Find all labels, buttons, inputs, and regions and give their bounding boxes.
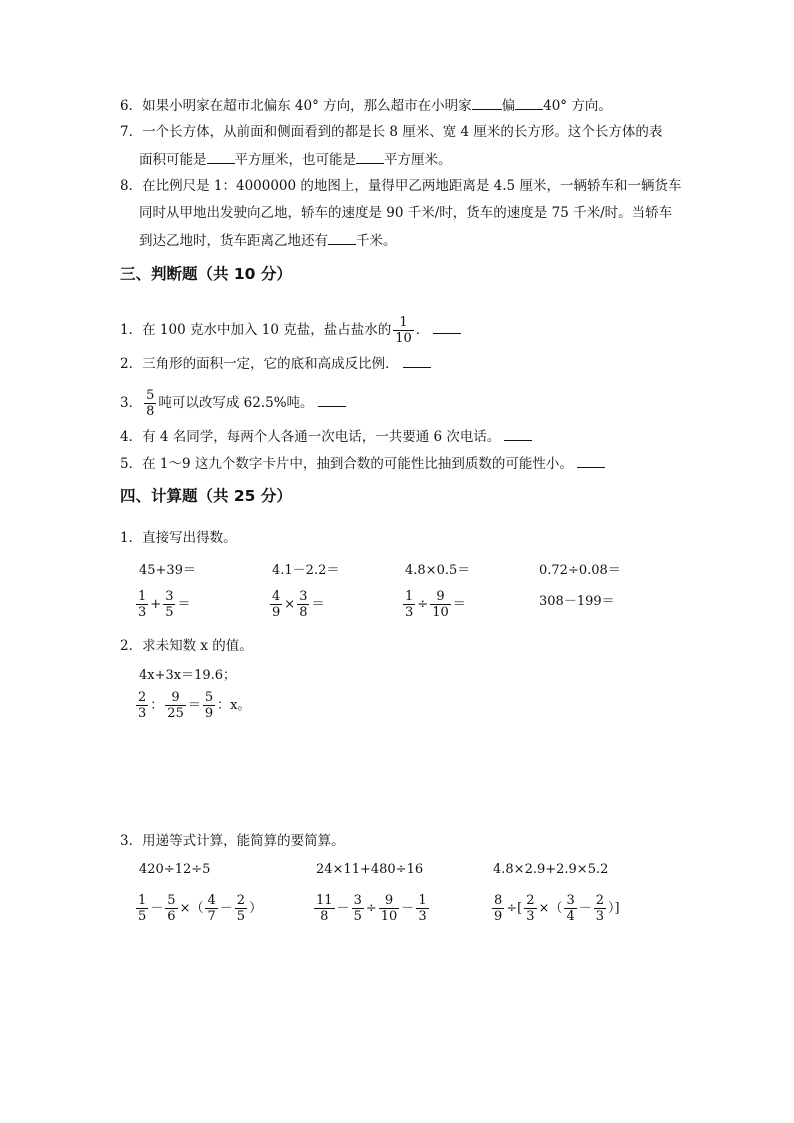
calc-question-3-title: 3．用递等式计算，能简算的要简算。 [120, 833, 345, 849]
judge-question-5 [120, 453, 605, 474]
answer-blank[interactable] [328, 230, 356, 245]
question-text: ． [415, 322, 430, 338]
question-text: 40° 方向。 [543, 98, 612, 114]
calc-item: 45+39＝ [139, 563, 196, 578]
question-number: 3． [120, 395, 143, 411]
fraction: $\frac{3}{8}$ [299, 589, 308, 620]
question-number: 1． [120, 322, 143, 338]
calc-expression-1: $\frac{1}{5}$ － $\frac{5}{6}$ ×（ $\frac{4}{7}$ － $\frac{2}{5}$ ） [138, 893, 263, 924]
question-text: 一个长方体，从前面和侧面看到的都是长 8 厘米、宽 4 厘米的长方形。这个长方体的表 [142, 124, 663, 140]
question-number: 7． [120, 124, 143, 140]
answer-blank[interactable] [504, 426, 532, 441]
fraction [144, 388, 156, 419]
question-8-line-1 [120, 176, 681, 196]
judge-question-1 [120, 315, 461, 346]
question-text: 在 100 克水中加入 10 克盐，盐占盐水的 [142, 322, 392, 338]
question-7-line-1 [120, 122, 662, 142]
section-heading-judgement: 三、判断题（共 10 分） [120, 265, 292, 283]
question-text: 面积可能是 [139, 152, 207, 168]
calc-question-2-title: 2．求未知数 x 的值。 [120, 638, 253, 654]
calc-item-fraction-sum: $\frac{1}{3}$ + $\frac{3}{5}$ ＝ [138, 589, 191, 620]
question-8-line-3 [139, 230, 397, 251]
calc-item: 4.8×0.5＝ [405, 563, 471, 578]
judge-question-2 [120, 353, 431, 374]
question-number: 5． [120, 456, 143, 472]
answer-blank[interactable] [472, 95, 502, 110]
calc-item: 0.72÷0.08＝ [539, 563, 621, 578]
fraction: $\frac{1}{3}$ [405, 589, 414, 620]
question-text: 偏 [501, 98, 516, 114]
answer-blank[interactable] [207, 149, 235, 164]
question-text: 平方厘米。 [384, 152, 452, 168]
answer-blank[interactable] [515, 95, 543, 110]
question-text: 在 1～9 这九个数字卡片中，抽到合数的可能性比抽到质数的可能性小。 [142, 456, 573, 472]
calc-expression-3: $\frac{8}{9}$ ÷[ $\frac{2}{3}$ ×（ $\frac{3}{4}$ － $\frac{2}{3}$ ）] [494, 893, 620, 924]
calc-item-fraction-product: $\frac{4}{9}$ × $\frac{3}{8}$ ＝ [272, 589, 325, 620]
fraction: $\frac{9}{25}$ [167, 690, 184, 721]
numerator: 5 [146, 388, 155, 403]
question-text: 平方厘米，也可能是 [234, 152, 356, 168]
denominator: 10 [395, 331, 412, 346]
fraction: $\frac{1}{3}$ [138, 589, 147, 620]
answer-blank[interactable] [433, 319, 461, 334]
question-text: 在比例尺是 1：4000000 的地图上，量得甲乙两地距离是 4.5 厘米，一辆轿车和一辆货车 [142, 178, 682, 194]
fraction: $\frac{9}{10}$ [432, 589, 449, 620]
question-8-line-2 [139, 203, 672, 223]
answer-blank[interactable] [403, 353, 431, 368]
calc-item: 308－199＝ [539, 594, 615, 609]
question-number: 8． [120, 178, 143, 194]
calc-item: 24×11+480÷16 [316, 862, 424, 877]
question-number: 4． [120, 429, 143, 445]
calc-item-fraction-quotient: $\frac{1}{3}$ ÷ $\frac{9}{10}$ ＝ [405, 589, 466, 620]
equation-1: 4x+3x＝19.6； [139, 668, 237, 683]
question-number: 2． [120, 356, 143, 372]
question-7-line-2 [139, 149, 452, 170]
question-text: 到达乙地时，货车距离乙地还有 [139, 233, 328, 249]
question-text: 三角形的面积一定，它的底和高成反比例． [142, 356, 399, 372]
judge-question-3 [120, 388, 346, 419]
calc-question-1-title: 1．直接写出得数。 [120, 530, 237, 546]
calc-expression-2: $\frac{11}{8}$ － $\frac{3}{5}$ ÷ $\frac{9}{10}$ － $\frac{1}{3}$ [316, 893, 427, 924]
question-text: 同时从甲地出发驶向乙地，轿车的速度是 90 千米/时，货车的速度是 75 千米/时。当轿车 [139, 205, 673, 221]
fraction: $\frac{5}{9}$ [204, 690, 214, 721]
question-number: 6． [120, 98, 143, 114]
calc-item: 4.1－2.2＝ [272, 563, 340, 578]
judge-question-4 [120, 426, 532, 447]
calc-item: 4.8×2.9+2.9×5.2 [493, 862, 609, 877]
answer-blank[interactable] [577, 453, 605, 468]
question-text: 千米。 [356, 233, 397, 249]
question-text: 有 4 名同学，每两个人各通一次电话，一共要通 6 次电话。 [142, 429, 501, 445]
equation-2: $\frac{2}{3}$ ： $\frac{9}{25}$ ＝ $\frac{5}{9}$ ：x。 [138, 690, 251, 721]
fraction: $\frac{4}{9}$ [272, 589, 281, 620]
numerator: 1 [393, 315, 414, 331]
fraction [393, 315, 414, 346]
answer-blank[interactable] [356, 149, 384, 164]
calc-item: 420÷12÷5 [139, 862, 211, 877]
question-text: 如果小明家在超市北偏东 40° 方向，那么超市在小明家 [142, 98, 472, 114]
question-6 [120, 95, 612, 116]
section-heading-calculation: 四、计算题（共 25 分） [120, 487, 292, 505]
answer-blank[interactable] [318, 392, 346, 407]
question-text: 吨可以改写成 62.5%吨。 [158, 395, 314, 411]
fraction: $\frac{2}{3}$ [138, 690, 147, 721]
denominator: 8 [146, 404, 155, 419]
fraction: $\frac{3}{5}$ [165, 589, 174, 620]
